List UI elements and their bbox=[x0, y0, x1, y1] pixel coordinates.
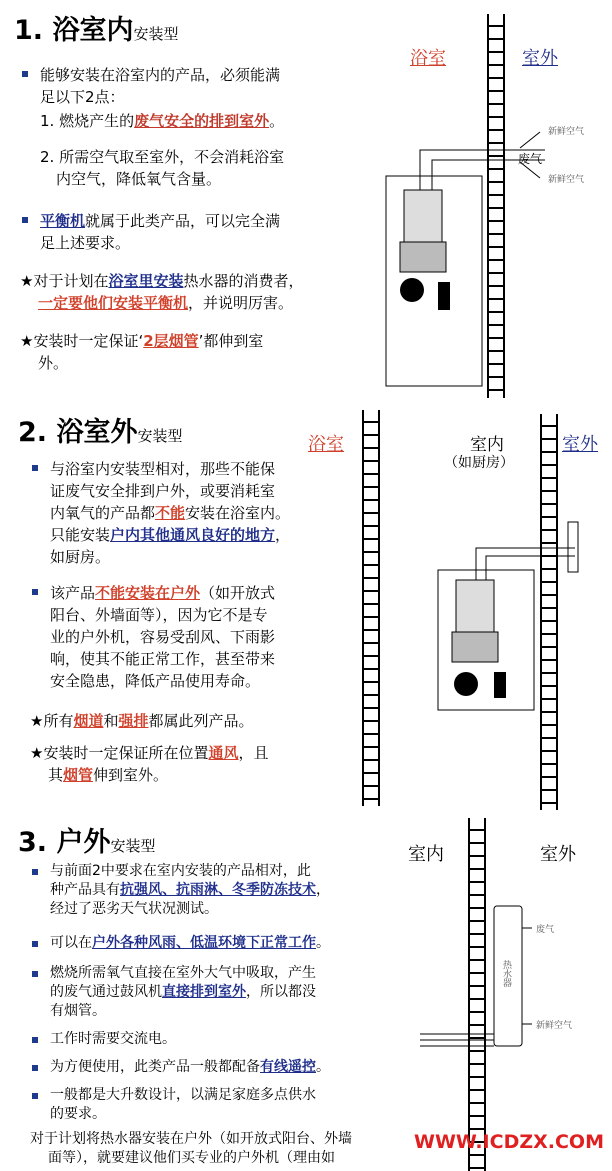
watermark: WWW.ICDZX.COM bbox=[414, 1131, 604, 1153]
s2-bullet-2: 该产品不能安装在户外（如开放式 阳台、外墙面等），因为它不是专 业的户外机，容易受刮风、下雨影 响，使其不能正常工作，甚至带来 安全隐患，降低产品使用寿命。 bbox=[50, 582, 340, 692]
s1-bullet-1: 能够安装在浴室内的产品，必须能满 足以下2点： bbox=[40, 64, 340, 108]
s1-label-outdoor: 室外 bbox=[522, 48, 558, 69]
s1-bullet-2: 平衡机就属于此类产品，可以完全满 足上述要求。 bbox=[40, 210, 340, 254]
section1-title: 1. 浴室内安装型 bbox=[14, 15, 179, 46]
s3-bullet-4: 工作时需要交流电。 bbox=[50, 1030, 400, 1049]
s2-label-outdoor: 室外 bbox=[562, 434, 598, 455]
section-outdoor bbox=[0, 810, 612, 1171]
s2-heater-diagram bbox=[0, 400, 612, 810]
s1-label-fresh-air-1: 新鲜空气 bbox=[548, 127, 585, 137]
s3-bullet-5: 为方便使用，此类产品一般都配备有线遥控。 bbox=[50, 1058, 400, 1077]
s2-bullet-1: 与浴室内安装型相对，那些不能保 证废气安全排到户外，或要消耗室 内氧气的产品都不能安装在浴室内。 只能安装户内其他通风良好的地方， 如厨房。 bbox=[50, 458, 340, 568]
s3-heater-diagram bbox=[0, 810, 612, 1171]
s3-label-unit: 热水器 bbox=[501, 960, 511, 987]
s1-label-bathroom: 浴室 bbox=[410, 48, 446, 69]
s2-label-indoor-sub: （如厨房） bbox=[444, 455, 514, 471]
s3-bullet-6: 一般都是大升数设计，以满足家庭多点供水 的要求。 bbox=[50, 1086, 400, 1124]
s3-bullet-3: 燃烧所需氧气直接在室外大气中吸取，产生 的废气通过鼓风机直接排到室外，所以都没 有烟管。 bbox=[50, 964, 400, 1021]
s2-label-bathroom: 浴室 bbox=[308, 434, 344, 455]
s1-star-2: ★安装时一定保证‘2层烟管’都伸到室 外。 bbox=[20, 332, 264, 372]
s3-label-outdoor: 室外 bbox=[540, 844, 576, 865]
s2-star-1: ★所有烟道和强排都属此列产品。 bbox=[30, 712, 254, 730]
s1-numbered-2: 2. 所需空气取至室外，不会消耗浴室 内空气，降低氧气含量。 bbox=[40, 148, 285, 188]
s1-label-exhaust: 废气 bbox=[518, 152, 543, 166]
section-bathroom-inside bbox=[0, 0, 612, 400]
s3-bullet-2: 可以在户外各种风雨、低温环境下正常工作。 bbox=[50, 934, 400, 953]
s2-star-2: ★安装时一定保证所在位置通风，且 其烟管伸到室外。 bbox=[30, 744, 269, 784]
s1-numbered-1: 1. 燃烧产生的废气安全的排到室外。 bbox=[40, 112, 285, 130]
section3-title: 3. 户外安装型 bbox=[18, 827, 156, 858]
section2-title: 2. 浴室外安装型 bbox=[18, 417, 183, 448]
s3-label-indoor: 室内 bbox=[408, 844, 444, 865]
s3-label-exhaust: 废气 bbox=[536, 925, 555, 935]
s3-tail-note: 对于计划将热水器安装在户外（如开放式阳台、外墙 面等），就要建议他们买专业的户外机（理由如 bbox=[30, 1131, 352, 1166]
s1-heater-diagram bbox=[0, 0, 612, 400]
s1-star-1: ★对于计划在浴室里安装热水器的消费者， 一定要他们安装平衡机，并说明厉害。 bbox=[20, 272, 304, 312]
s2-label-indoor: 室内 bbox=[470, 435, 504, 455]
s3-label-fresh-air: 新鲜空气 bbox=[536, 1021, 573, 1031]
s3-bullet-1: 与前面2中要求在室内安装的产品相对，此 种产品具有抗强风、抗雨淋、冬季防冻技术， 经过了恶劣天气状况测试。 bbox=[50, 862, 400, 919]
s1-label-fresh-air-2: 新鲜空气 bbox=[548, 175, 585, 185]
section-bathroom-outside bbox=[0, 400, 612, 810]
